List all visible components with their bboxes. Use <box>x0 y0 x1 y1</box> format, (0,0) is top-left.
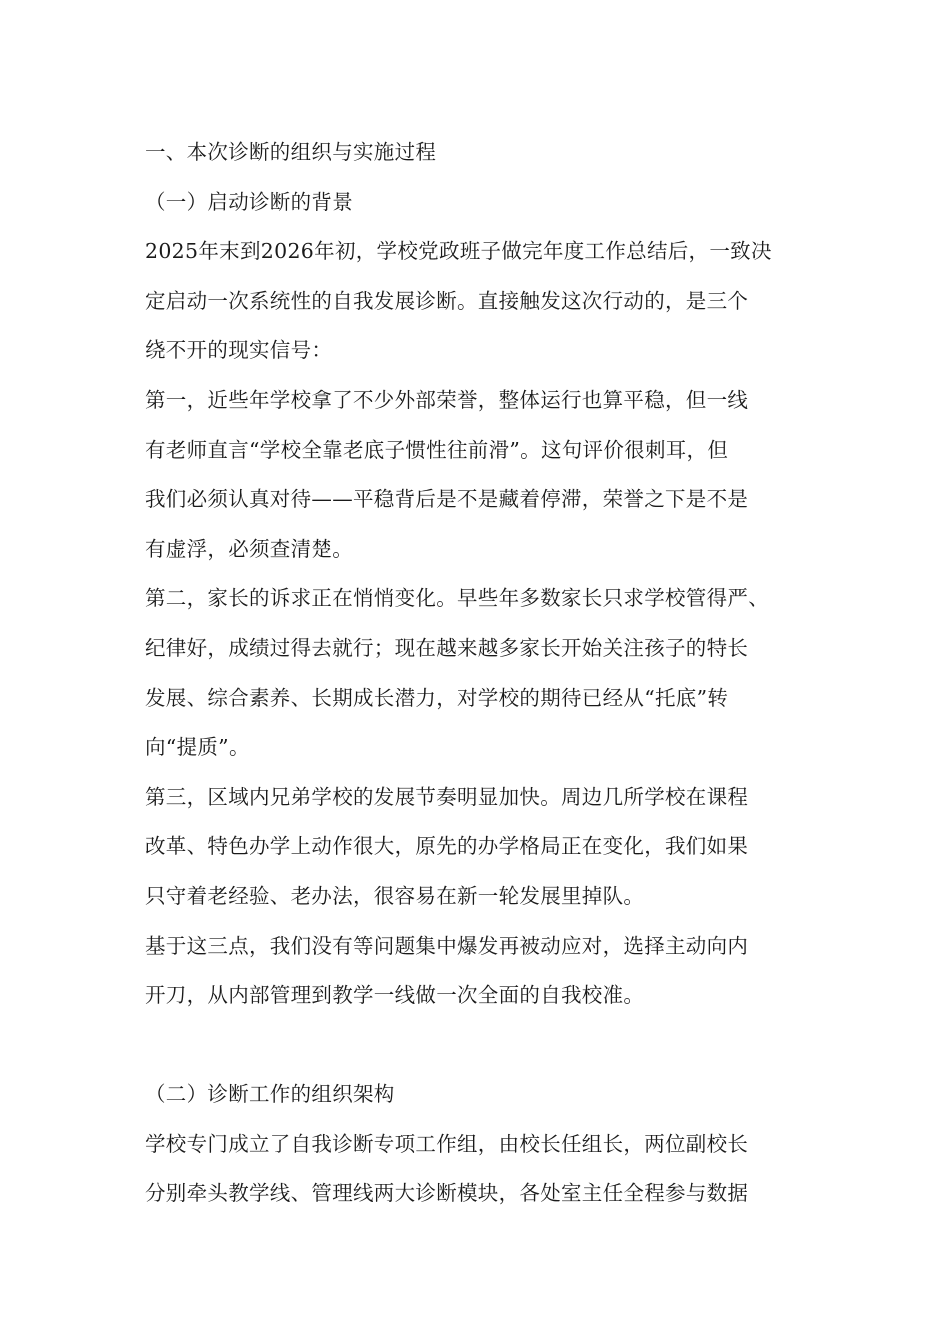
paragraph-line: 我们必须认真对待——平稳背后是不是藏着停滞，荣誉之下是不是 <box>145 487 749 512</box>
paragraph-line: 向“提质”。 <box>145 735 250 760</box>
paragraph-line: 开刀，从内部管理到教学一线做一次全面的自我校准。 <box>145 983 645 1008</box>
section-heading: 一、本次诊断的组织与实施过程 <box>145 140 437 164</box>
paragraph-line: 第一，近些年学校拿了不少外部荣誉，整体运行也算平稳，但一线 <box>145 387 749 412</box>
paragraph-line: 第二，家长的诉求正在悄悄变化。早些年多数家长只求学校管得严、 <box>145 586 769 611</box>
document-body <box>145 128 810 1219</box>
blank-line <box>145 1021 810 1071</box>
paragraph-line: 有虚浮，必须查清楚。 <box>145 536 353 561</box>
paragraph-line: 第三，区域内兄弟学校的发展节奏明显加快。周边几所学校在课程 <box>145 784 749 809</box>
paragraph-line: 绕不开的现实信号： <box>145 338 333 363</box>
paragraph-line: 基于这三点，我们没有等问题集中爆发再被动应对，选择主动向内 <box>145 933 749 958</box>
subsection-heading: （二）诊断工作的组织架构 <box>145 1082 395 1107</box>
paragraph-line: 学校专门成立了自我诊断专项工作组，由校长任组长，两位副校长 <box>145 1131 749 1156</box>
paragraph-line: 改革、特色办学上动作很大，原先的办学格局正在变化，我们如果 <box>145 834 749 859</box>
paragraph-line: 定启动一次系统性的自我发展诊断。直接触发这次行动的，是三个 <box>145 288 749 313</box>
paragraph-line: 纪律好，成绩过得去就行；现在越来越多家长开始关注孩子的特长 <box>145 635 749 660</box>
paragraph-line: 有老师直言“学校全靠老底子惯性往前滑”。这句评价很刺耳，但 <box>145 437 729 462</box>
subsection-heading: （一）启动诊断的背景 <box>145 189 353 214</box>
paragraph-line: 分别牵头教学线、管理线两大诊断模块，各处室主任全程参与数据 <box>145 1181 749 1206</box>
paragraph-line: 2025年末到2026年初，学校党政班子做完年度工作总结后，一致决 <box>145 239 772 264</box>
paragraph-line: 发展、综合素养、长期成长潜力，对学校的期待已经从“托底”转 <box>145 685 729 710</box>
paragraph-line: 只守着老经验、老办法，很容易在新一轮发展里掉队。 <box>145 883 645 908</box>
